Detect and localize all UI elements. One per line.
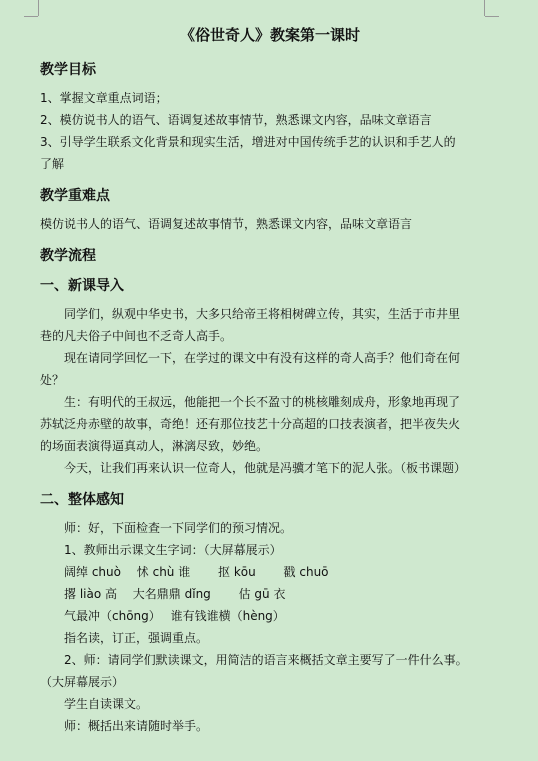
vocab-line-3: 气最冲（chōng） 谁有钱谁横（hèng） (64, 609, 285, 623)
section1-line-5: 生：有明代的王叔远，他能把一个长不盈寸的桃核雕刻成舟，形象地再现了 (64, 395, 461, 409)
document-page (40, 20, 500, 737)
crop-mark-left (38, 0, 39, 16)
section2-line-1: 师：好，下面检查一下同学们的预习情况。 (64, 521, 293, 535)
section1-line-1: 同学们，纵观中华史书，大多只给帝王将相树碑立传，其实，生活于市井里 (64, 307, 461, 321)
keypoints-text: 模仿说书人的语气、语调复述故事情节，熟悉课文内容，品味文章语言 (40, 217, 413, 231)
section1-line-8: 今天，让我们再来认识一位奇人，他就是冯骥才笔下的泥人张。（板书课题） (64, 461, 467, 475)
objective-2: 2、模仿说书人的语气、语调复述故事情节，熟悉课文内容，品味文章语言 (40, 113, 432, 127)
objective-3-cont: 了解 (40, 157, 65, 171)
section2-line-10: 师：概括出来请随时举手。 (64, 719, 209, 733)
objective-3: 3、引导学生联系文化背景和现实生活，增进对中国传统手艺的认识和手艺人的 (40, 135, 456, 149)
section1-line-3: 现在请同学回忆一下，在学过的课文中有没有这样的奇人高手？他们奇在何 (64, 351, 461, 365)
section1-line-2: 巷的凡夫俗子中间也不乏奇人高手。 (40, 329, 233, 343)
section1-line-4: 处？ (40, 373, 65, 387)
keypoints-heading: 教学重难点 (40, 188, 110, 204)
vocab-line-2: 撂 liào 高 大名鼎鼎 dǐng 估 gū 衣 (64, 587, 286, 601)
section2-heading: 二、整体感知 (40, 492, 124, 508)
section2-line-2: 1、教师出示课文生字词：（大屏幕展示） (64, 543, 282, 557)
section2-line-9: 学生自读课文。 (64, 697, 149, 711)
section1-line-7: 的场面表演得逼真动人，淋漓尽致，妙绝。 (40, 439, 269, 453)
crop-mark-right-h (485, 16, 499, 17)
crop-mark-right (484, 0, 485, 16)
process-heading: 教学流程 (40, 248, 96, 264)
crop-mark-left-h (24, 16, 38, 17)
document-title: 《俗世奇人》教案第一课时 (179, 26, 360, 44)
vocab-line-1: 阔绰 chuò 怵 chù 谁 抠 kōu 戳 chuō (64, 565, 329, 579)
section1-line-6: 苏轼泛舟赤壁的故事，奇绝！还有那位技艺十分高超的口技表演者，把半夜失火 (40, 417, 461, 431)
section2-line-8: （大屏幕展示） (40, 675, 125, 689)
section1-heading: 一、新课导入 (40, 278, 124, 294)
objectives-heading: 教学目标 (40, 62, 96, 78)
section2-line-6: 指名读，订正，强调重点。 (64, 631, 209, 645)
objective-1: 1、掌握文章重点词语； (40, 91, 168, 105)
section2-line-7: 2、师：请同学们默读课文，用简洁的语言来概括文章主要写了一件什么事。 (64, 653, 468, 667)
